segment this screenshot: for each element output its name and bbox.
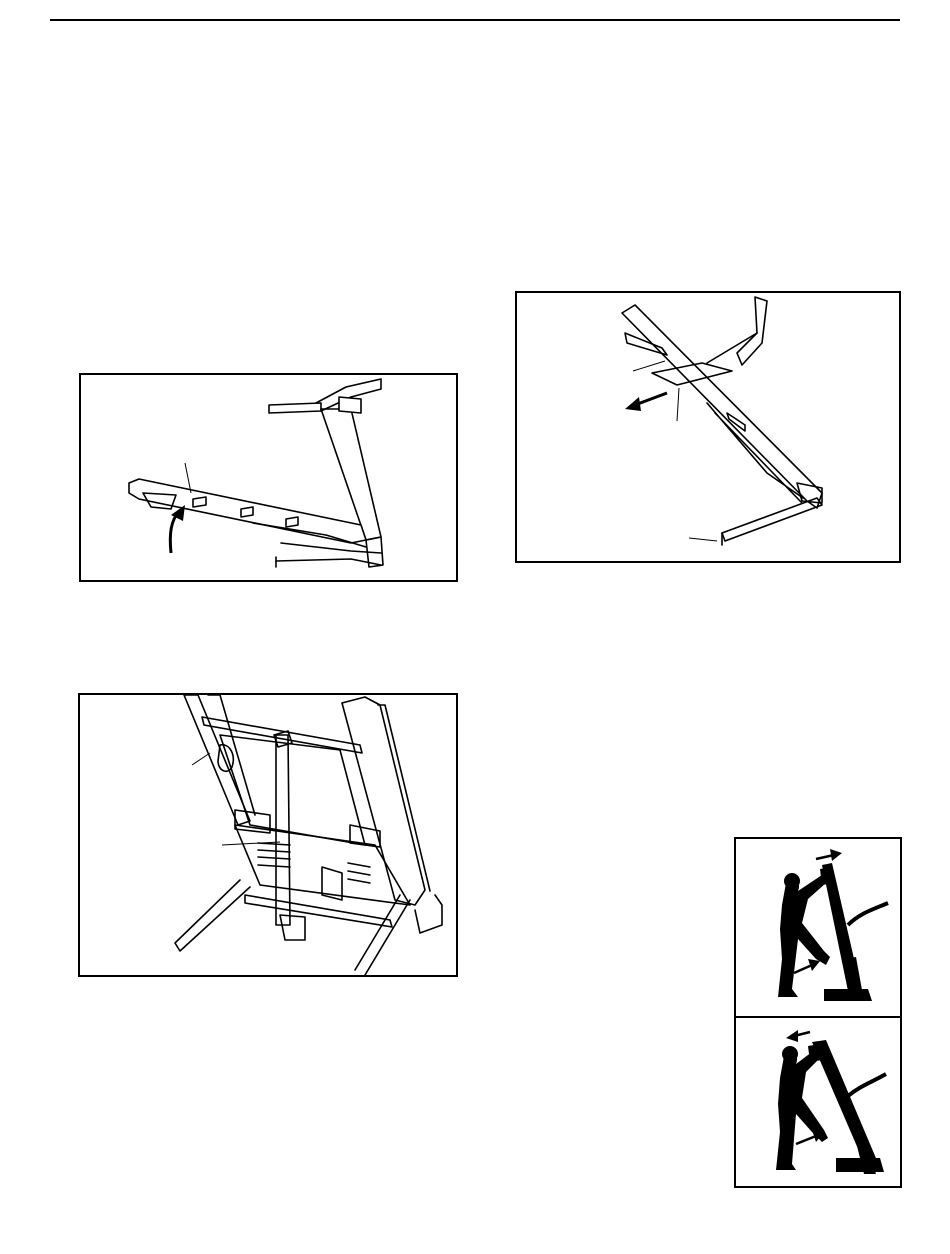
upward-arrow-icon xyxy=(170,505,185,553)
figure-lift-deck xyxy=(79,373,458,582)
outward-arrow-icon xyxy=(625,393,667,411)
top-rule xyxy=(50,19,900,21)
figure-person-pull xyxy=(734,1016,902,1188)
figure-fold-release xyxy=(515,291,901,563)
figure-person-push xyxy=(734,837,902,1018)
figure-storage-latch xyxy=(78,693,458,977)
